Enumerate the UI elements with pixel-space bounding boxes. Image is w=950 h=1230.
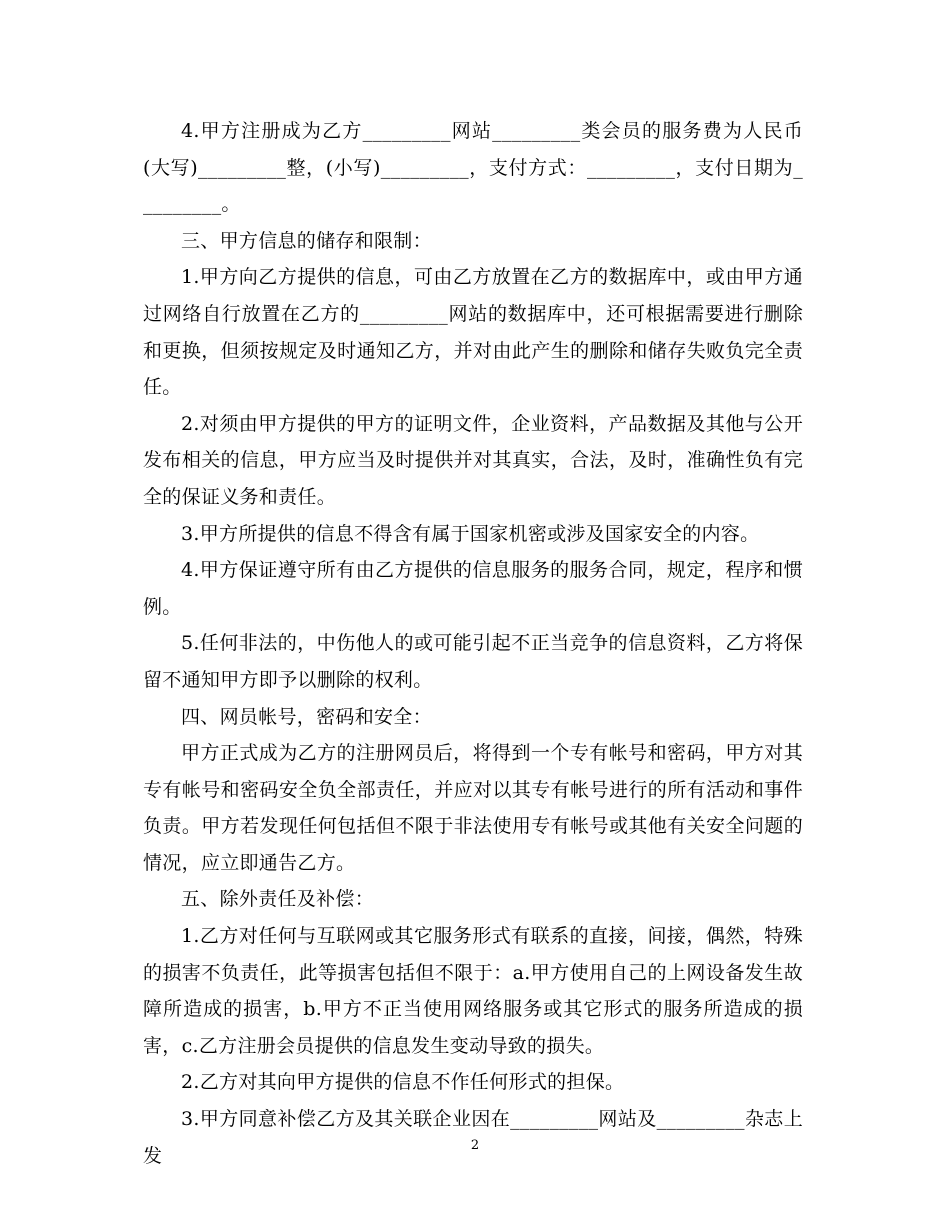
document-body bbox=[143, 113, 803, 1174]
paragraph-5-2: 2.乙方对其向甲方提供的信息不作任何形式的担保。 bbox=[181, 1071, 625, 1094]
page-number: 2 bbox=[470, 1138, 480, 1153]
paragraph-3-4: 4.甲方保证遵守所有由乙方提供的信息服务的服务合同，规定，程序和惯例。 bbox=[143, 559, 803, 618]
paragraph-3-3: 3.甲方所提供的信息不得含有属于国家机密或涉及国家安全的内容。 bbox=[181, 522, 760, 545]
heading-section-3: 三、甲方信息的储存和限制： bbox=[181, 229, 432, 252]
paragraph-5-1: 1.乙方对任何与互联网或其它服务形式有联系的直接，间接，偶然，特殊的损害不负责任，此等损害包括但不限于：a.甲方使用自己的上网设备发生故障所造成的损害，b.甲方不正当使用网络服务或其它形式的服务所造成的损害，c.乙方注册会员提供的信息发生变动导致的损失。 bbox=[143, 925, 803, 1057]
paragraph-5-3: 3.甲方同意补偿乙方及其关联企业因在_________网站及_________杂志上发 bbox=[143, 1108, 803, 1167]
heading-section-4: 四、网员帐号，密码和安全： bbox=[181, 705, 432, 728]
paragraph-3-5: 5.任何非法的，中伤他人的或可能引起不正当竞争的信息资料，乙方将保留不通知甲方即予以删除的权利。 bbox=[143, 632, 803, 691]
paragraph-4-body: 甲方正式成为乙方的注册网员后，将得到一个专有帐号和密码，甲方对其专有帐号和密码安全负全部责任，并应对以其专有帐号进行的所有活动和事件负责。甲方若发现任何包括但不限于非法使用专有帐号或其他有关安全问题的情况，应立即通告乙方。 bbox=[143, 742, 803, 874]
paragraph-3-1: 1.甲方向乙方提供的信息，可由乙方放置在乙方的数据库中，或由甲方通过网络自行放置在乙方的_________网站的数据库中，还可根据需要进行删除和更换，但须按规定及时通知乙方，并对由此产生的删除和储存失败负完全责任。 bbox=[143, 266, 803, 399]
paragraph-service-fee: 4.甲方注册成为乙方_________网站_________类会员的服务费为人民币(大写)_________整，(小写)_________，支付方式：_________，支付日期为_________。 bbox=[143, 120, 803, 216]
paragraph-3-2: 2.对须由甲方提供的甲方的证明文件，企业资料，产品数据及其他与公开发布相关的信息，甲方应当及时提供并对其真实，合法，及时，准确性负有完全的保证义务和责任。 bbox=[143, 412, 803, 508]
heading-section-5: 五、除外责任及补偿： bbox=[181, 888, 375, 911]
